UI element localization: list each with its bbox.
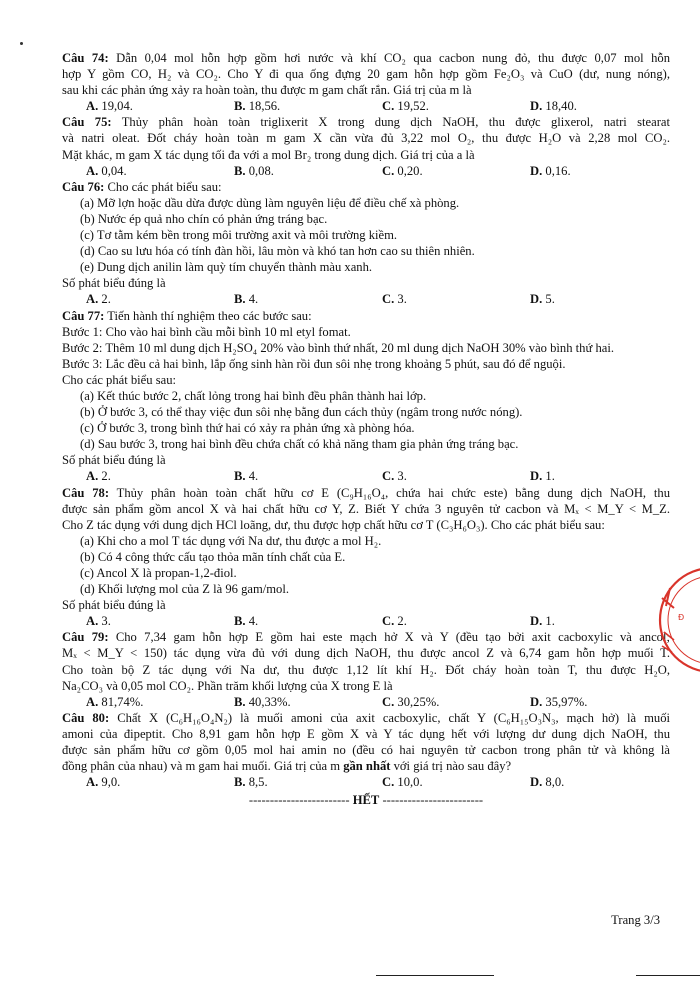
q77-text-1: Tiến hành thí nghiệm theo các bước sau: xyxy=(107,308,312,323)
q78-item-c: (c) Ancol X là propan-1,2-điol. xyxy=(80,566,237,580)
q75-option-c: C. 0,20. xyxy=(382,163,423,178)
q74-option-c: C. 19,52. xyxy=(382,99,429,114)
q79-option-b: B. 40,33%. xyxy=(234,694,291,709)
q77-item-d: (d) Sau bước 3, trong hai bình đều chứa chất có khả năng tham gia phản ứng tráng bạc. xyxy=(80,437,519,452)
q79-line-4: Na₂CO₃ và 0,05 mol CO₂. Phần trăm khối lượng của X trong E là xyxy=(62,678,393,693)
q75-options xyxy=(62,163,670,179)
q77-label: Câu 77: xyxy=(62,308,105,323)
q74-line-3: sau khi các phản ứng xảy ra hoàn toàn, thu được m gam chất rắn. Giá trị của m là xyxy=(62,83,472,98)
q76-options xyxy=(62,291,670,307)
q75-line-2: và natri oleat. Đốt cháy hoàn toàn m gam X cần vừa đủ 3,22 mol O₂, thu được H₂O và 2,28 mol CO₂. xyxy=(62,131,670,146)
q76-label: Câu 76: xyxy=(62,179,105,194)
q78-item-d: (d) Khối lượng mol của Z là 96 gam/mol. xyxy=(80,582,290,597)
q74-option-a: A. 19,04. xyxy=(86,99,133,114)
q78-line-1 xyxy=(62,485,670,501)
q76-option-a: A. 2. xyxy=(86,292,111,307)
q76-item-b: (b) Nước ép quả nho chín có phản ứng tráng bạc. xyxy=(80,211,328,226)
q77-option-a: A. 2. xyxy=(86,469,111,484)
end-marker: ------------------------ HẾT ------------------------ xyxy=(248,793,484,808)
q74-line-2: hợp Y gồm CO, H₂ và CO₂. Cho Y đi qua ống đựng 20 gam hỗn hợp gồm Fe₂O₃ và CuO (dư, nung nóng), xyxy=(62,67,670,82)
q75-option-a: A. 0,04. xyxy=(86,163,127,178)
q76-ask: Số phát biểu đúng là xyxy=(62,276,166,291)
q77-option-c: C. 3. xyxy=(382,469,407,484)
q78-item-b: (b) Có 4 công thức cấu tạo thỏa mãn tính chất của E. xyxy=(80,549,346,564)
q76-item-d: (d) Cao su lưu hóa có tính đàn hồi, lâu mòn và khó tan hơn cao su thiên nhiên. xyxy=(80,244,475,259)
q79-label: Câu 79: xyxy=(62,630,109,645)
q76-item-c: (c) Tơ tằm kém bền trong môi trường axit và môi trường kiềm. xyxy=(80,228,398,243)
q77-item-a: (a) Kết thúc bước 2, chất lỏng trong hai bình đều phân thành hai lớp. xyxy=(80,388,427,403)
q79-text-1: Cho 7,34 gam hỗn hợp E gồm hai este mạch hở X và Y (đều tạo bởi axit cacboxylic và ancol; xyxy=(115,630,670,645)
q80-options xyxy=(62,774,670,790)
page-number: Trang 3/3 xyxy=(611,913,660,927)
q78-option-b: B. 4. xyxy=(234,614,259,629)
q75-option-b: B. 0,08. xyxy=(234,163,274,178)
q80-option-a: A. 9,0. xyxy=(86,775,121,790)
q79-options xyxy=(62,694,670,710)
bottom-rule-right xyxy=(636,975,700,976)
svg-text:Đ: Đ xyxy=(678,613,685,622)
q79-line-1 xyxy=(62,629,670,645)
q80-line-2: amoni của đipeptit. Cho 8,91 gam hỗn hợp E gồm X và Y tác dụng hết với lượng dư dung dịch NaOH, thu xyxy=(62,726,670,741)
q78-ask: Số phát biểu đúng là xyxy=(62,598,166,613)
q75-line-1 xyxy=(62,114,670,130)
q79-option-d: D. 35,97%. xyxy=(530,694,588,709)
q77-option-d: D. 1. xyxy=(530,469,555,484)
q78-options xyxy=(62,613,670,629)
q80-line-1 xyxy=(62,710,670,726)
red-seal-stamp xyxy=(640,560,700,680)
q78-text-1: Thủy phân hoàn toàn chất hữu cơ E (C₉H₁₆O₄, chứa hai chức este) bằng dung dịch NaOH, thu xyxy=(116,485,670,500)
q79-line-2: Mₓ < M_Y < 150) tác dụng vừa đủ với dung dịch NaOH, thu được ancol Z và 6,74 gam hỗn hợp muối T. xyxy=(62,646,670,661)
q80-option-b: B. 8,5. xyxy=(234,775,268,790)
q76-option-b: B. 4. xyxy=(234,292,259,307)
q75-line-3: Mặt khác, m gam X tác dụng tối đa với a mol Br₂ trong dung dịch. Giá trị của a là xyxy=(62,147,475,162)
q76-line-1 xyxy=(62,179,670,195)
q77-step-1: Bước 1: Cho vào hai bình cầu mỗi bình 10 ml etyl fomat. xyxy=(62,324,351,339)
q75-text-1: Thủy phân hoàn toàn triglixerit X trong dung dịch NaOH, thu được glixerol, natri stearat xyxy=(121,115,671,130)
q80-emphasis: gần nhất xyxy=(343,759,391,774)
q77-option-b: B. 4. xyxy=(234,469,259,484)
q77-item-c: (c) Ở bước 3, trong bình thứ hai có xảy ra phản ứng xà phòng hóa. xyxy=(80,421,415,436)
q76-item-a: (a) Mỡ lợn hoặc dầu dừa được dùng làm nguyên liệu để điều chế xà phòng. xyxy=(80,195,460,210)
q80-label: Câu 80: xyxy=(62,710,110,725)
q78-line-3: Cho Z tác dụng với dung dịch HCl loãng, dư, thu được hợp chất hữu cơ T (C₃H₆O₃). Cho các phát biểu sau: xyxy=(62,517,605,532)
q80-line-3: được sản phẩm hữu cơ gồm 0,05 mol hai amin no (đều có hai nguyên tử cacbon trong phân tử và không là xyxy=(62,743,670,758)
q79-option-c: C. 30,25%. xyxy=(382,694,440,709)
q76-option-c: C. 3. xyxy=(382,292,407,307)
q77-item-b: (b) Ở bước 3, có thể thay việc đun sôi nhẹ bằng đun cách thủy (ngâm trong nước nóng). xyxy=(80,405,523,420)
q76-item-e: (e) Dung dịch anilin làm quỳ tím chuyển thành màu xanh. xyxy=(80,260,373,275)
q80-text-1: Chất X (C₆H₁₆O₄N₂) là muối amoni của axit cacboxylic, chất Y (C₆H₁₅O₃N₃, mạch hở) là muối xyxy=(117,710,670,725)
bottom-rule-left xyxy=(376,975,494,976)
q78-line-2: được sản phẩm gồm ancol X và hai chất hữu cơ Y, Z. Biết Y chứa 3 nguyên tử cacbon và Mₓ < M_Y < M_Z. xyxy=(62,501,670,516)
q74-option-b: B. 18,56. xyxy=(234,99,281,114)
q74-options xyxy=(62,98,670,114)
q77-options xyxy=(62,468,670,484)
q76-option-d: D. 5. xyxy=(530,292,555,307)
q78-option-d: D. 1. xyxy=(530,614,555,629)
q78-option-a: A. 3. xyxy=(86,614,111,629)
q75-option-d: D. 0,16. xyxy=(530,163,571,178)
q75-label: Câu 75: xyxy=(62,115,112,130)
q74-text-1: Dẫn 0,04 mol hỗn hợp gồm hơi nước và khí CO₂ qua cacbon nung đỏ, thu được 0,07 mol hỗn xyxy=(116,51,670,65)
q77-step-3: Bước 3: Lắc đều cả hai bình, lắp ống sinh hàn rồi đun sôi nhẹ trong khoảng 5 phút, sau đó để nguội. xyxy=(62,356,566,371)
q80-option-c: C. 10,0. xyxy=(382,775,423,790)
q79-option-a: A. 81,74%. xyxy=(86,694,144,709)
q78-option-c: C. 2. xyxy=(382,614,407,629)
q77-step-2: Bước 2: Thêm 10 ml dung dịch H₂SO₄ 20% vào bình thứ nhất, 20 ml dung dịch NaOH 30% vào bình thứ hai. xyxy=(62,340,614,355)
q80-option-d: D. 8,0. xyxy=(530,775,565,790)
q80-line-4: đồng phân của nhau) và m gam hai muối. Giá trị của m gần nhất với giá trị nào sau đây? xyxy=(62,759,512,774)
q74-option-d: D. 18,40. xyxy=(530,99,577,114)
q74-line-1 xyxy=(62,50,670,66)
q77-intro: Cho các phát biểu sau: xyxy=(62,372,177,387)
q79-line-3: Cho toàn bộ Z tác dụng với Na dư, thu được 1,12 lít khí H₂. Đốt cháy hoàn toàn T, thu được H₂O, xyxy=(62,662,670,677)
questions-block xyxy=(62,50,670,808)
scan-dot xyxy=(20,42,23,45)
q77-line-1 xyxy=(62,308,670,324)
q74-label: Câu 74: xyxy=(62,51,109,65)
q78-label: Câu 78: xyxy=(62,485,110,500)
q78-item-a: (a) Khi cho a mol T tác dụng với Na dư, thu được a mol H₂. xyxy=(80,533,382,548)
q76-text-1: Cho các phát biểu sau: xyxy=(107,179,222,194)
q77-ask: Số phát biểu đúng là xyxy=(62,453,166,468)
